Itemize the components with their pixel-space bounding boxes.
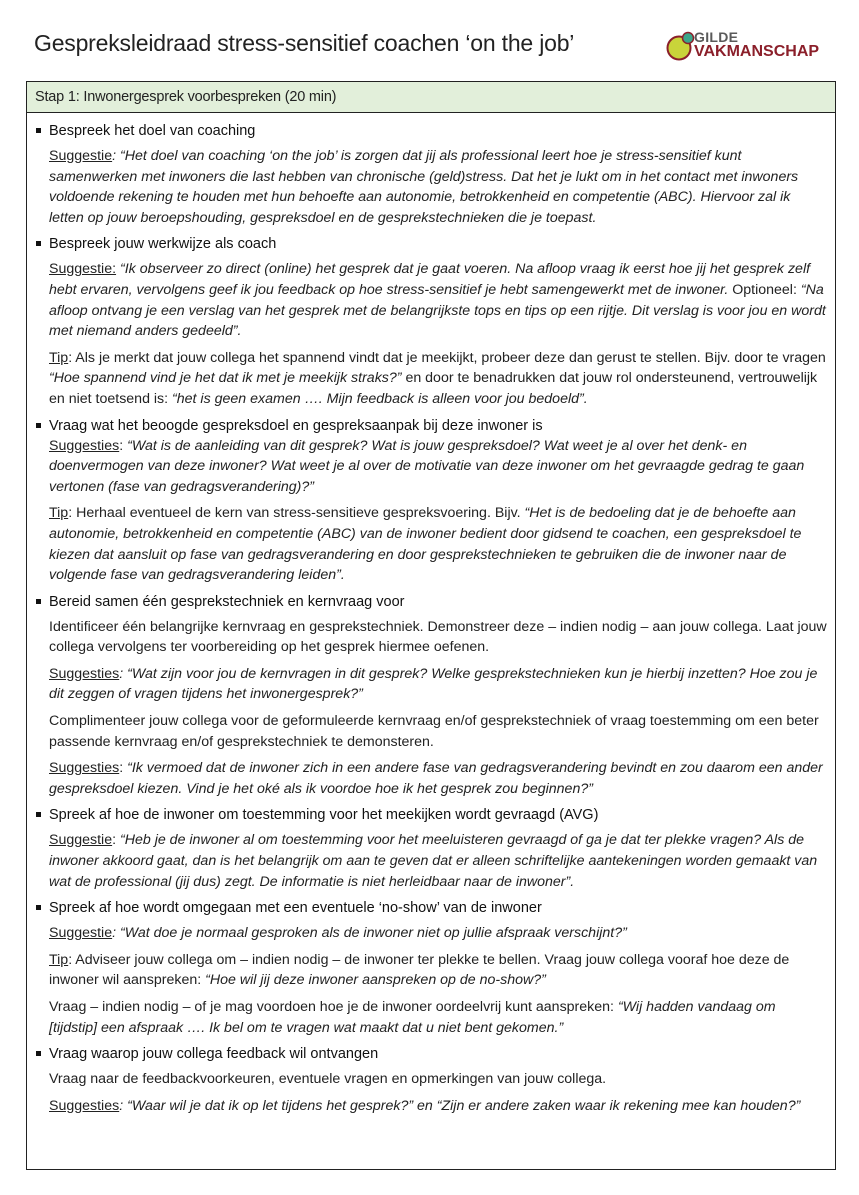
instruction-paragraph: Complimenteer jouw collega voor de geformuleerde kernvraag en/of gesprekstechniek of vraag toestemming om een beter passende kernvraag en/of gesprekstechniek te demonsteren. <box>49 713 819 750</box>
page-title: Gespreksleidraad stress-sensitief coachen ‘on the job’ <box>34 30 575 56</box>
label-suggestie: Suggestie <box>49 148 113 164</box>
section-heading: Vraag waarop jouw collega feedback wil ontvangen <box>35 1044 827 1064</box>
label-suggestie: Suggestie <box>49 832 113 849</box>
label-suggesties: Suggesties <box>49 437 120 454</box>
section-no-show <box>35 898 827 1038</box>
section-heading: Bereid samen één gesprekstechniek en kernvraag voor <box>35 592 827 612</box>
label-tip: Tip <box>49 505 69 522</box>
section-toestemming-avg <box>35 805 827 892</box>
optioneel-text: “Na afloop ontvang je een verslag van het gesprek met de belangrijkste tops en tips op een rijtje. Dit verslag is voor jou en wordt met niemand anders gedeeld”. <box>49 281 826 340</box>
label-suggestie: Suggestie <box>49 925 113 942</box>
step-header: Stap 1: Inwonergesprek voorbespreken (20 min) <box>27 82 835 113</box>
tip-paragraph: Tip: Adviseer jouw collega om – indien nodig – de inwoner ter plekke te bellen. Vraag jouw collega vooraf hoe deze de inwoner wil aanspreken: “Hoe wil jij deze inwoner aanspreken op de no-show?” <box>49 951 790 989</box>
label-suggesties: Suggesties <box>49 665 120 682</box>
instruction-paragraph: Vraag naar de feedbackvoorkeuren, eventuele vragen en opmerkingen van jouw collega. <box>49 1071 607 1088</box>
instruction-paragraph: Identificeer één belangrijke kernvraag en gesprekstechniek. Demonstreer deze – indien nodig – aan jouw collega. Laat jouw collega vervolgens ter voorbereiding op het gesprek hiermee oefenen. <box>49 618 827 656</box>
suggestion-paragraph: Suggesties: “Waar wil je dat ik op let tijdens het gesprek?” en “Zijn er andere zaken waar ik rekening mee kan houden?” <box>49 1097 801 1114</box>
suggestion-text: “Ik observeer zo direct (online) het gesprek dat je gaat voeren. Na afloop vraag ik eerst hoe jij het gesprek zelf hebt ervaren, vervolgens geef ik jou feedback op hoe stress-sensitief je hebt samengewerkt met de inwoner. <box>49 261 811 298</box>
logo-line1: GILDE <box>694 29 739 45</box>
logo-line2: VAKMANSCHAP <box>694 43 820 60</box>
suggestion-text: “Ik vermoed dat de inwoner zich in een andere fase van gedragsverandering bevindt en zou daarom een ander gespreksdoel kiezen. Vind je het oké als ik voordoe hoe ik het gesprek zou beginnen?” <box>49 760 823 797</box>
section-heading: Vraag wat het beoogde gespreksdoel en gespreksaanpak bij deze inwoner is <box>35 416 827 436</box>
tip-paragraph: Tip: Herhaal eventueel de kern van stress-sensitieve gespreksvoering. Bijv. “Het is de bedoeling dat je de behoefte aan autonomie, betrokkenheid en competentie (ABC) van de inwoner bedient door gidsend te coachen, een gespreksdoel te kiezen dat aansluit op fase van gedragsverandering en door gesprekstechnieken te gebruiken die de inwoner naar de volgende fase van gedragsverandering leiden”. <box>49 505 802 584</box>
section-gesprekstechniek <box>35 592 827 800</box>
step-content <box>27 113 835 1116</box>
section-heading: Spreek af hoe de inwoner om toestemming voor het meekijken wordt gevraagd (AVG) <box>35 805 827 825</box>
tip-paragraph: Tip: Als je merkt dat jouw collega het spannend vindt dat je meekijkt, probeer deze dan gerust te stellen. Bijv. door te vragen “Hoe spannend vind je het dat ik met je meekijk straks?” en door te benadrukken dat jouw rol ondersteunend, vertrouwelijk en niet toetsend is: “het is geen examen …. Mijn feedback is alleen voor jou bedoeld”. <box>49 349 826 407</box>
section-heading: Bespreek het doel van coaching <box>35 121 827 141</box>
section-heading: Spreek af hoe wordt omgegaan met een eventuele ‘no-show’ van de inwoner <box>35 898 827 918</box>
suggestion-text: “Wat zijn voor jou de kernvragen in dit gesprek? Welke gesprekstechnieken kun je hierbij inzetten? Hoe zou je dit zeggen of vragen tijdens het inwonergesprek?” <box>49 665 818 703</box>
suggestion-paragraph: Suggesties: “Wat zijn voor jou de kernvragen in dit gesprek? Welke gesprekstechnieken kun je hierbij inzetten? Hoe zou je dit zeggen of vragen tijdens het inwonergesprek?” <box>49 665 818 703</box>
suggestion-paragraph: Suggestie: “Wat doe je normaal gesproken als de inwoner niet op jullie afspraak verschijnt?” <box>49 925 627 942</box>
suggestion-paragraph: Suggestie: “Het doel van coaching ‘on the job’ is zorgen dat jij als professional leert hoe je stress-sensitief kunt samenwerken met inwoners die last hebben van chronische (geld)stress. Dat het je lukt om in het contact met inwoners voldoende rekening te houden met hun behoefte aan autonomie, betrokkenheid en competentie (ABC). Hiervoor zal ik letten op jouw beroepshouding, gespreksdoel en de gesprekstechnieken die je toepast. <box>49 148 799 226</box>
section-werkwijze-coach <box>35 234 827 409</box>
suggestion-paragraph <box>35 259 827 341</box>
label-tip: Tip <box>49 349 69 366</box>
instruction-paragraph: Vraag – indien nodig – of je mag voordoen hoe je de inwoner oordeelvrij kunt aanspreken: “Wij hadden vandaag om [tijdstip] een afspraak …. Ik bel om te vragen wat maakt dat u niet bent gekomen.” <box>49 999 776 1036</box>
suggestion-text: “Het doel van coaching ‘on the job’ is zorgen dat jij als professional leert hoe je stress-sensitief kunt samenwerken met inwoners die last hebben van chronische (geld)stress. Dat het je lukt om in het contact met inwoners voldoende rekening te houden met hun behoefte aan autonomie, betrokkenheid en competentie (ABC). Hiervoor zal ik letten op jouw beroepshouding, gespreksdoel en de gesprekstechnieken die je toepast. <box>49 148 799 226</box>
suggestion-paragraph: Suggestie: “Heb je de inwoner al om toestemming voor het meeluisteren gevraagd of ga je dat ter plekke vragen? Als de inwoner akkoord gaat, dan is het belangrijk om aan te geven dat er alleen schriftelijke aantekeningen worden gemaakt van wat de professional (jij dus) zegt. De informatie is niet herleidbaar naar de inwoner”. <box>49 832 818 890</box>
section-feedback-voorkeur <box>35 1044 827 1116</box>
suggestion-text: “Wat is de aanleiding van dit gesprek? Wat is jouw gespreksdoel? Wat weet je al over het denk- en doenvermogen van deze inwoner? Wat weet je al over de motivatie van deze inwoner om het gevraagde gedrag te gaan vertonen (fase van gedragsverandering)?” <box>49 437 805 495</box>
label-suggesties: Suggesties <box>49 1097 120 1114</box>
section-doel-coaching <box>35 121 827 228</box>
label-suggestie: Suggestie: <box>49 261 117 278</box>
step-box <box>26 81 836 1170</box>
section-gespreksdoel <box>35 416 827 586</box>
gilde-vakmanschap-logo <box>666 28 836 68</box>
suggestion-text: “Heb je de inwoner al om toestemming voor het meeluisteren gevraagd of ga je dat ter plekke vragen? Als de inwoner akkoord gaat, dan is het belangrijk om aan te geven dat er alleen schriftelijke aantekeningen worden gemaakt van wat de professional (jij dus) zegt. De informatie is niet herleidbaar naar de inwoner”. <box>49 832 818 890</box>
section-heading: Bespreek jouw werkwijze als coach <box>35 234 827 254</box>
label-suggesties: Suggesties <box>49 760 120 777</box>
suggestion-paragraph: Suggesties: “Wat is de aanleiding van dit gesprek? Wat is jouw gespreksdoel? Wat weet je al over het denk- en doenvermogen van deze inwoner? Wat weet je al over de motivatie van deze inwoner om het gevraagde gedrag te gaan vertonen (fase van gedragsverandering)?” <box>49 437 805 495</box>
optioneel-label: Optioneel: <box>728 281 801 298</box>
logo-circles-icon <box>666 28 696 68</box>
label-tip: Tip <box>49 951 69 968</box>
suggestion-paragraph: Suggesties: “Ik vermoed dat de inwoner zich in een andere fase van gedragsverandering bevindt en zou daarom een ander gespreksdoel kiezen. Vind je het oké als ik voordoe hoe ik het gesprek zou beginnen?” <box>49 760 823 797</box>
suggestion-text: “Wat doe je normaal gesproken als de inwoner niet op jullie afspraak verschijnt?” <box>120 925 627 942</box>
suggestion-text: “Waar wil je dat ik op let tijdens het gesprek?” en “Zijn er andere zaken waar ik rekening mee kan houden?” <box>127 1097 801 1114</box>
